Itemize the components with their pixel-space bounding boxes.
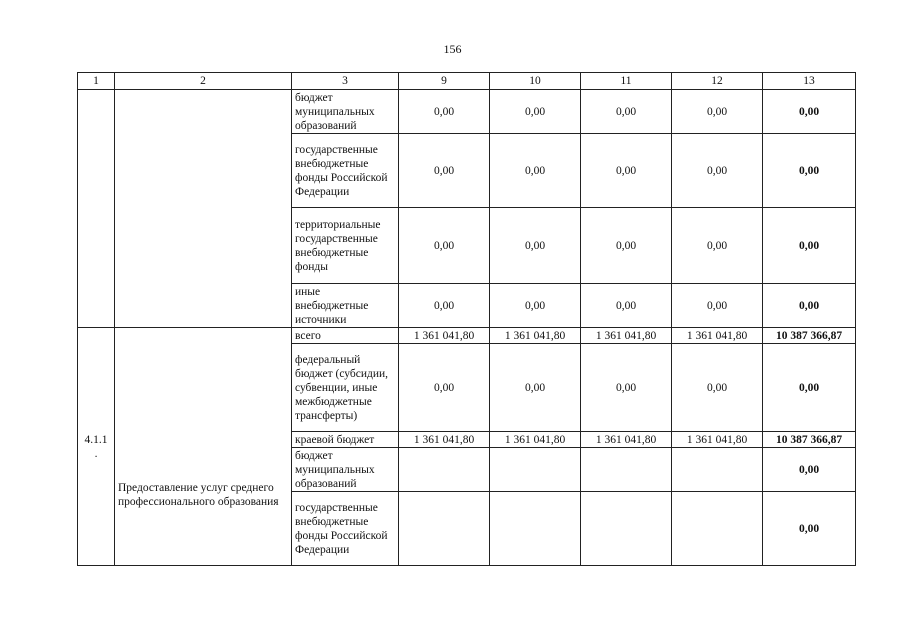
column-header: 2 (115, 73, 292, 90)
value-cell: 0,00 (672, 134, 763, 208)
source-cell: государственные внебюджетные фонды Российской Федерации (292, 492, 399, 566)
total-cell: 0,00 (763, 492, 856, 566)
column-header: 3 (292, 73, 399, 90)
column-header: 1 (78, 73, 115, 90)
source-cell: территориальные государственные внебюджетные фонды (292, 208, 399, 284)
value-cell: 0,00 (490, 344, 581, 432)
value-cell (581, 492, 672, 566)
value-cell: 1 361 041,80 (490, 328, 581, 344)
source-cell: краевой бюджет (292, 432, 399, 448)
source-cell: федеральный бюджет (субсидии, субвенции, иные межбюджетные трансферты) (292, 344, 399, 432)
value-cell: 0,00 (672, 90, 763, 134)
value-cell: 0,00 (399, 134, 490, 208)
value-cell: 0,00 (399, 90, 490, 134)
total-cell: 10 387 366,87 (763, 328, 856, 344)
item-code: 4.1.1 . (84, 433, 108, 460)
value-cell (672, 492, 763, 566)
total-cell: 0,00 (763, 90, 856, 134)
source-cell: всего (292, 328, 399, 344)
value-cell (490, 492, 581, 566)
code-cell-empty (78, 90, 115, 328)
source-cell: иные внебюджетные источники (292, 284, 399, 328)
total-cell: 0,00 (763, 344, 856, 432)
table-row (78, 90, 856, 134)
value-cell: 1 361 041,80 (672, 328, 763, 344)
value-cell: 0,00 (672, 208, 763, 284)
column-header: 13 (763, 73, 856, 90)
value-cell: 0,00 (581, 284, 672, 328)
value-cell: 0,00 (490, 208, 581, 284)
value-cell: 0,00 (399, 344, 490, 432)
value-cell (399, 448, 490, 492)
value-cell: 0,00 (581, 208, 672, 284)
column-header: 9 (399, 73, 490, 90)
table-row (78, 328, 856, 344)
value-cell: 1 361 041,80 (399, 328, 490, 344)
value-cell (490, 448, 581, 492)
column-header: 12 (672, 73, 763, 90)
value-cell: 1 361 041,80 (490, 432, 581, 448)
total-cell: 0,00 (763, 208, 856, 284)
value-cell: 0,00 (672, 284, 763, 328)
value-cell: 1 361 041,80 (399, 432, 490, 448)
value-cell (399, 492, 490, 566)
value-cell: 1 361 041,80 (581, 432, 672, 448)
value-cell (672, 448, 763, 492)
page-number: 156 (443, 42, 462, 56)
total-cell: 0,00 (763, 134, 856, 208)
budget-table (77, 72, 856, 566)
value-cell: 0,00 (581, 344, 672, 432)
value-cell: 0,00 (581, 134, 672, 208)
value-cell: 0,00 (581, 90, 672, 134)
item-description-cell (115, 328, 292, 566)
value-cell: 0,00 (399, 284, 490, 328)
source-cell: бюджет муниципальных образований (292, 448, 399, 492)
description-cell-empty (115, 90, 292, 328)
source-cell: государственные внебюджетные фонды Российской Федерации (292, 134, 399, 208)
value-cell: 0,00 (672, 344, 763, 432)
total-cell: 10 387 366,87 (763, 432, 856, 448)
value-cell: 0,00 (490, 284, 581, 328)
value-cell: 1 361 041,80 (672, 432, 763, 448)
total-cell: 0,00 (763, 448, 856, 492)
source-cell: бюджет муниципальных образований (292, 90, 399, 134)
column-header: 11 (581, 73, 672, 90)
value-cell: 0,00 (490, 90, 581, 134)
total-cell: 0,00 (763, 284, 856, 328)
item-description: Предоставление услуг среднего профессионального образования (118, 481, 279, 508)
value-cell (581, 448, 672, 492)
column-header: 10 (490, 73, 581, 90)
table-header-row (78, 73, 856, 90)
value-cell: 0,00 (490, 134, 581, 208)
value-cell: 0,00 (399, 208, 490, 284)
item-code-cell (78, 328, 115, 566)
value-cell: 1 361 041,80 (581, 328, 672, 344)
